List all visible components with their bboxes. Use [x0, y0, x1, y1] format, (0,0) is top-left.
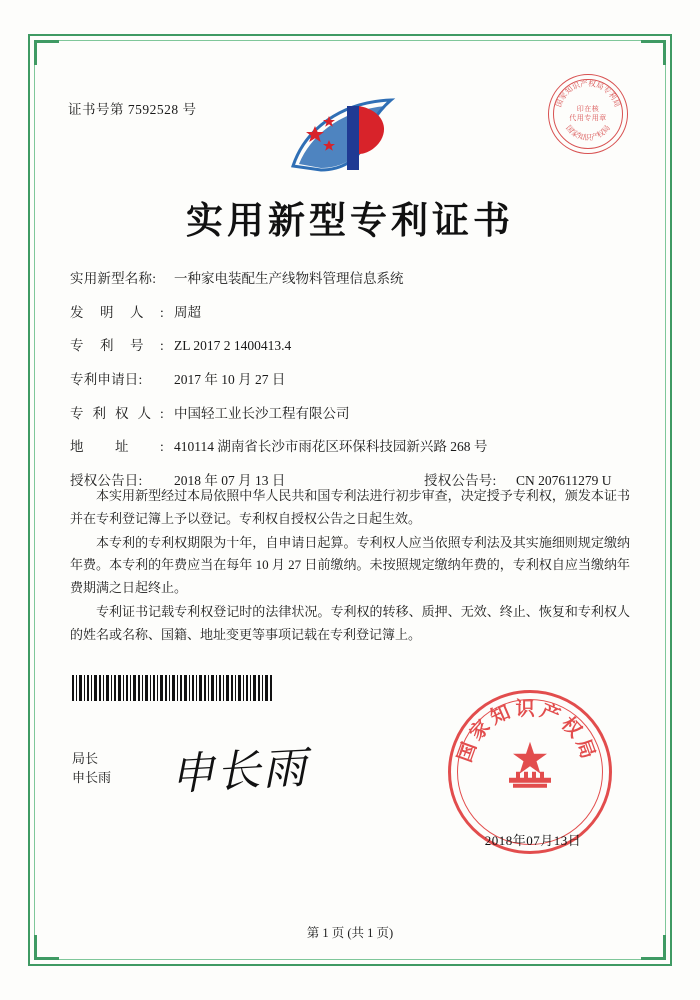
corner-ornament-bottom-left — [34, 935, 59, 960]
field-value: ZL 2017 2 1400413.4 — [174, 338, 292, 354]
field-value-secondary: CN 207611279 U — [516, 473, 612, 489]
page-title: 实用新型专利证书 — [186, 201, 514, 242]
svg-text:国家知识产权局: 国家知识产权局 — [454, 699, 600, 766]
corner-ornament-bottom-right — [641, 935, 666, 960]
legal-text-body — [70, 485, 630, 647]
svg-text:国家知识产权局专利局: 国家知识产权局专利局 — [553, 78, 623, 109]
legal-paragraph: 本专利的专利权期限为十年，自申请日起算。专利权人应当依照专利法及其实施细则规定缴纳年费。本专利的年费应当在每年 10 月 27 日前缴纳。未按照规定缴纳年费的，专利权自应当缴纳年费期满之日起终止。 — [70, 534, 630, 595]
field-label: 专 利 号 : — [70, 338, 164, 354]
field-label: 发 明 人 : — [70, 304, 164, 320]
field-value: 2018 年 07 月 13 日 — [174, 473, 286, 489]
field-label: 专 利 权 人 : — [70, 405, 164, 421]
page-footer: 第 1 页 (共 1 页) — [306, 926, 394, 940]
field-label: 实用新型名称: — [70, 271, 157, 286]
field-row — [70, 373, 630, 387]
legal-paragraph: 本实用新型经过本局依照中华人民共和国专利法进行初步审查，决定授予专利权，颁发本证书并在专利登记簿上予以登记。专利权自授权公告之日起生效。 — [70, 488, 630, 526]
svg-text:国家知识产权局: 国家知识产权局 — [564, 123, 612, 142]
barcode — [72, 675, 272, 701]
field-row — [70, 306, 630, 320]
director-name: 申长雨 — [72, 769, 112, 785]
seal-date: 2018年07月13日 — [484, 833, 582, 848]
field-label: 专利申请日: — [70, 372, 143, 388]
field-label-secondary: 授权公告号: — [424, 473, 497, 489]
corner-ornament-top-right — [641, 40, 666, 65]
verification-seal-stamp — [548, 74, 628, 154]
field-row — [70, 272, 630, 286]
certificate-number: 证书号第 7592528 号 — [68, 102, 197, 117]
director-label: 局长 — [72, 751, 99, 766]
field-row — [70, 440, 630, 454]
patent-field-list — [70, 272, 630, 508]
corner-ornament-top-left — [34, 40, 59, 65]
field-label: 授权公告日: — [70, 473, 143, 489]
field-label: 地 址 : — [70, 439, 164, 455]
director-block — [72, 750, 111, 788]
field-row — [70, 407, 630, 421]
cnipa-logo-icon — [285, 90, 415, 180]
national-emblem-icon — [495, 740, 565, 802]
field-value: 410114 湖南省长沙市雨花区环保科技园新兴路 268 号 — [174, 439, 488, 455]
field-value: 一种家电装配生产线物料管理信息系统 — [174, 271, 404, 286]
field-value: 中国轻工业长沙工程有限公司 — [174, 405, 350, 421]
legal-paragraph: 专利证书记载专利权登记时的法律状况。专利权的转移、质押、无效、终止、恢复和专利权人的姓名或名称、国籍、地址变更等事项记载在专利登记簿上。 — [70, 603, 630, 642]
field-row — [70, 339, 630, 353]
field-value: 周超 — [174, 304, 201, 320]
handwritten-signature: 申长雨 — [168, 742, 310, 801]
field-value: 2017 年 10 月 27 日 — [174, 372, 286, 388]
seal-center-text: 印在核 代用专用章 — [569, 105, 607, 122]
